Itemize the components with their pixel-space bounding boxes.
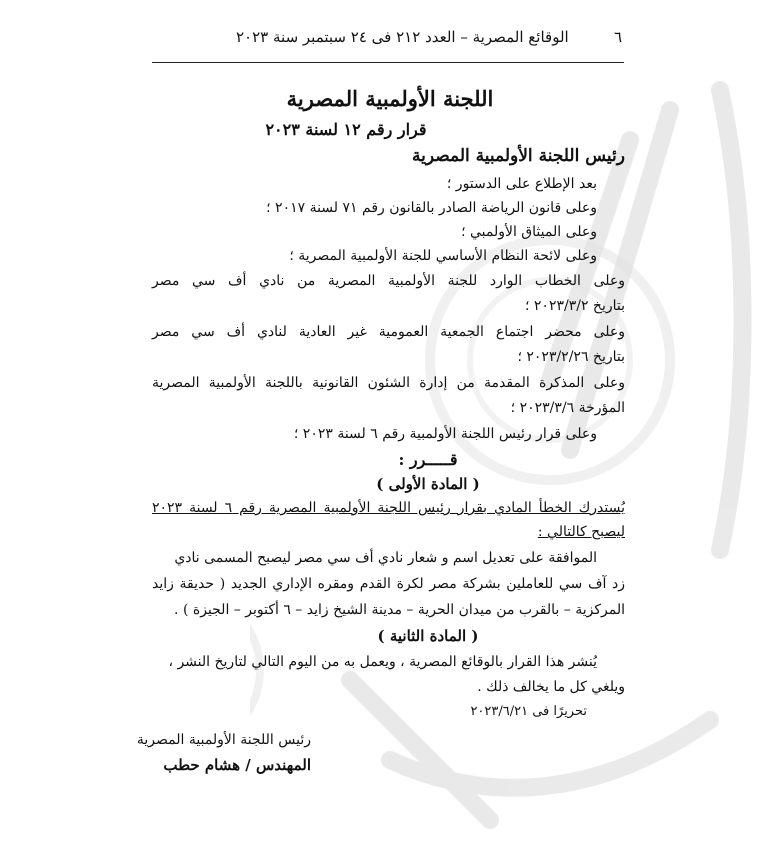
written-date: تحريرًا فى ٢٠٢٣/٦/٢١ (470, 704, 587, 719)
preamble-line-cont: بتاريخ ٢٠٢٣/٣/٢ ؛ (525, 298, 625, 314)
article-2-line: يُنشر هذا القرار بالوقائع المصرية ، ويعمل به من اليوم التالي لتاريخ النشر ، (168, 654, 597, 670)
president-heading: رئيس اللجنة الأولمبية المصرية (412, 146, 625, 166)
preamble-line-cont: بتاريخ ٢٠٢٣/٢/٢٦ ؛ (517, 349, 625, 365)
article-2-line: ويلغي كل ما يخالف ذلك . (477, 679, 625, 695)
signature-title: رئيس اللجنة الأولمبية المصرية (136, 732, 311, 748)
article-1-line: يُستدرك الخطأ المادي بقرار رئيس اللجنة الأولمبية المصرية رقم ٦ لسنة ٢٠٢٣ (152, 500, 625, 516)
page-number: ٦ (613, 28, 622, 46)
decision-title: قرار رقم ١٢ لسنة ٢٠٢٣ (265, 120, 427, 139)
preamble-line-text: وعلى الخطاب الوارد للجنة الأولمبية المصرية من نادي أف سي مصر (152, 273, 625, 289)
header-divider (152, 62, 624, 63)
preamble-line-text: وعلى محضر اجتماع الجمعية العمومية غير العادية لنادي أف سي مصر (152, 324, 625, 340)
signature-name: المهندس / هشام حطب (163, 756, 311, 774)
header-title: الوقائع المصرية – العدد ٢١٢ فى ٢٤ سبتمبر سنة ٢٠٢٣ (236, 28, 569, 46)
preamble-line: وعلى الميثاق الأولمبي ؛ (461, 224, 597, 240)
preamble-line: وعلى قانون الرياضة الصادر بالقانون رقم ٧١ لسنة ٢٠١٧ ؛ (266, 200, 597, 216)
article-1-line-text: الموافقة على تعديل اسم و شعار نادي أف سي مصر ليصبح المسمى نادي (174, 550, 597, 566)
committee-title: اللجنة الأولمبية المصرية (286, 86, 494, 111)
preamble-line (152, 273, 625, 289)
decided-heading: قـــــرر : (398, 450, 458, 469)
preamble-line: وعلى قرار رئيس اللجنة الأولمبية رقم ٦ لسنة ٢٠٢٣ ؛ (293, 426, 597, 442)
article-1-line: المركزية – بالقرب من ميدان الحرية – مدينة الشيخ زايد – ٦ أكتوبر – الجيزة ) . (174, 602, 625, 618)
article-1-heading: ( المادة الأولى ) (376, 475, 480, 493)
page-header (152, 28, 622, 50)
preamble-line (152, 324, 625, 340)
preamble-line (152, 375, 625, 391)
article-1-line (152, 550, 597, 566)
preamble-line: وعلى لائحة النظام الأساسي للجنة الأولمبية المصرية ؛ (289, 248, 597, 264)
article-1-line: ليصبح كالتالي : (537, 524, 625, 540)
article-1-line: زد آف سي للعاملين بشركة مصر لكرة القدم ومقره الإداري الجديد ( حديقة زايد (152, 576, 625, 592)
preamble-line-text: وعلى المذكرة المقدمة من إدارة الشئون القانونية باللجنة الأولمبية المصرية (152, 375, 625, 391)
preamble-line-cont: المؤرخة ٢٠٢٣/٣/٦ ؛ (510, 400, 625, 416)
article-2-heading: ( المادة الثانية ) (377, 627, 479, 645)
preamble-line: بعد الإطلاع على الدستور ؛ (446, 176, 597, 192)
